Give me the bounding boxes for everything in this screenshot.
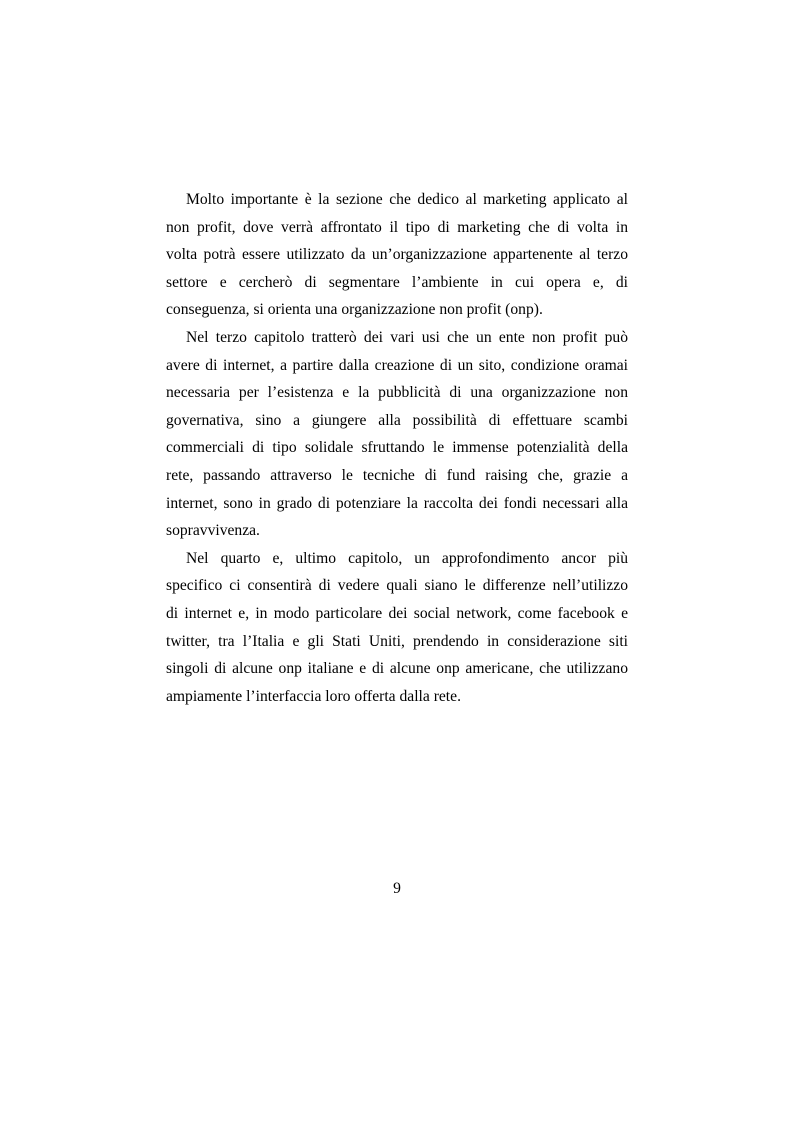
page-number: 9 bbox=[393, 880, 401, 897]
text-line: rete, passando attraverso le tecniche di fund raising che, grazie a bbox=[166, 466, 628, 484]
text-line: internet, sono in grado di potenziare la raccolta dei fondi necessari alla bbox=[166, 494, 628, 512]
text-line: singoli di alcune onp italiane e di alcune onp americane, che utilizzano bbox=[166, 660, 628, 678]
text-line: twitter, tra l’Italia e gli Stati Uniti, prendendo in considerazione siti bbox=[166, 632, 628, 650]
body-text bbox=[166, 186, 628, 710]
text-line: ampiamente l’interfaccia loro offerta dalla rete. bbox=[166, 687, 461, 705]
text-line: Molto importante è la sezione che dedico al marketing applicato al bbox=[186, 191, 628, 208]
paragraph-third-chapter bbox=[166, 324, 628, 545]
text-line: Nel quarto e, ultimo capitolo, un approfondimento ancor più bbox=[186, 549, 628, 567]
text-line: volta potrà essere utilizzato da un’organizzazione appartenente al terzo bbox=[166, 246, 628, 264]
text-line: commerciali di tipo solidale sfruttando le immense potenzialità della bbox=[166, 439, 628, 457]
text-line: Nel terzo capitolo tratterò dei vari usi che un ente non profit può bbox=[186, 328, 628, 346]
text-line: avere di internet, a partire dalla creazione di un sito, condizione oramai bbox=[166, 356, 628, 374]
paragraph-fourth-chapter bbox=[166, 545, 628, 711]
text-line: necessaria per l’esistenza e la pubblicità di una organizzazione non bbox=[166, 384, 628, 402]
text-line: di internet e, in modo particolare dei social network, come facebook e bbox=[166, 604, 628, 622]
text-line: conseguenza, si orienta una organizzazione non profit (onp). bbox=[166, 301, 543, 319]
text-line: governativa, sino a giungere alla possibilità di effettuare scambi bbox=[166, 411, 628, 429]
text-line: specifico ci consentirà di vedere quali siano le differenze nell’utilizzo bbox=[166, 577, 628, 595]
text-line: sopravvivenza. bbox=[166, 522, 260, 540]
text-line: non profit, dove verrà affrontato il tipo di marketing che di volta in bbox=[166, 218, 628, 236]
paragraph-marketing bbox=[166, 186, 628, 324]
text-line: settore e cercherò di segmentare l’ambiente in cui opera e, di bbox=[166, 273, 628, 291]
